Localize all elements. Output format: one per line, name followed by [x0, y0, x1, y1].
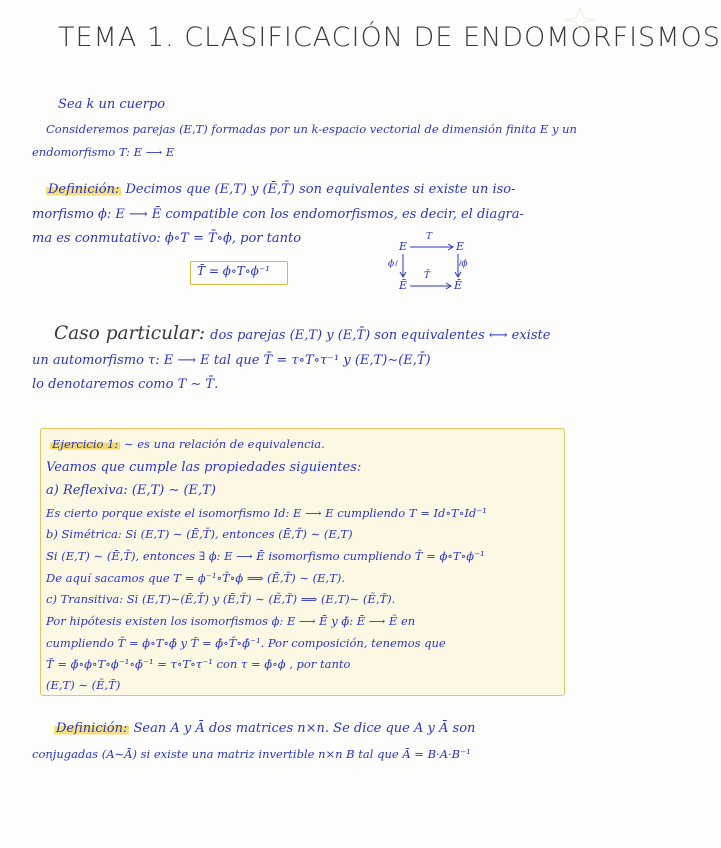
definition-2-line-2: conjugadas (A∼Ā) si existe una matriz invertible n×n B tal que Ā = B·A·B⁻¹: [32, 747, 471, 761]
diagram-top-right: E: [456, 240, 465, 253]
exercise-line-7: c) Transitiva: Si (E,T)∼(Ē,T̄) y (Ē,T̄) ∼ (Ẽ,T̃) ⟹ (E,T)∼ (Ẽ,T̃).: [46, 592, 396, 606]
caso-text-1: dos parejas (E,T) y (E,T̄) son equivalentes ⟷ existe: [210, 328, 551, 343]
diagram-top-label: T: [426, 232, 433, 242]
boxed-formula: T̄ = ϕ∘T∘ϕ⁻¹: [197, 264, 270, 278]
caso-line-1: [54, 323, 550, 344]
exercise-line-6: De aquí sacamos que T = ϕ⁻¹∘T̄∘ϕ ⟹ (Ē,T̄) ∼ (E,T).: [46, 571, 346, 585]
diagram-left-label: ϕ≀: [388, 259, 398, 269]
diagram-bottom-right: Ē: [454, 279, 463, 292]
definition-2-line-1: [54, 721, 475, 736]
exercise-line-9: cumpliendo T̄ = ϕ∘T∘ϕ̄ y T̃ = ϕ̄∘T̄∘ϕ̄⁻¹. Por composición, tenemos que: [46, 636, 446, 650]
exercise-line-2: a) Reflexiva: (E,T) ∼ (E,T): [46, 483, 216, 498]
definition-2-text-1: Sean A y Ā dos matrices n×n. Se dice que A y Ā son: [133, 721, 476, 736]
caso-label: Caso particular:: [54, 323, 206, 344]
caso-line-2: un automorfismo τ: E ⟶ E tal que T̄ = τ∘T∘τ⁻¹ y (E,T)∼(E,T̄): [32, 353, 431, 368]
exercise-line-5: Si (E,T) ∼ (Ē,T̄), entonces ∃ ϕ: E ⟶ Ē isomorfismo cumpliendo T̄ = ϕ∘T∘ϕ⁻¹: [46, 549, 485, 563]
definition-1-text-1: Decimos que (E,T) y (Ē,T̄) son equivalentes si existe un iso-: [125, 182, 516, 197]
page-title: TEMA 1. CLASIFICACIÓN DE ENDOMORFISMOS: [58, 22, 721, 53]
diagram-arrows: [380, 235, 480, 295]
exercise-line-1: Veamos que cumple las propiedades siguientes:: [46, 460, 362, 475]
exercise-line-10: T̃ = ϕ̄∘ϕ∘T∘ϕ⁻¹∘ϕ̄⁻¹ = τ∘T∘τ⁻¹ con τ = ϕ̄∘ϕ , por tanto: [46, 657, 351, 671]
exercise-line-11: (E,T) ∼ (Ẽ,T̃): [46, 678, 121, 692]
exercise-line-4: b) Simétrica: Si (E,T) ∼ (Ē,T̄), entonces (Ē,T̄) ∼ (E,T): [46, 527, 353, 541]
exercise-title: ∼ es una relación de equivalencia.: [123, 437, 325, 451]
definition-1-line-3: ma es conmutativo: ϕ∘T = T̄∘ϕ, por tanto: [32, 231, 302, 246]
diagram-bottom-label: T̄: [424, 271, 431, 281]
definition-1-line-2: morfismo ϕ: E ⟶ Ē compatible con los endomorfismos, es decir, el diagra-: [32, 207, 524, 222]
exercise-line-8: Por hipótesis existen los isomorfismos ϕ: E ⟶ Ē y ϕ̄: Ē ⟶ Ẽ en: [46, 614, 416, 628]
intro-line-3: endomorfismo T: E ⟶ E: [32, 145, 175, 159]
exercise-line-3: Es cierto porque existe el isomorfismo Id: E ⟶ E cumpliendo T = Id∘T∘Id⁻¹: [46, 506, 487, 520]
diagram-top-left: E: [399, 240, 408, 253]
diagram-right-label: ≀ϕ: [458, 259, 468, 269]
exercise-line-0: [50, 437, 325, 451]
diagram-bottom-left: Ē: [399, 279, 408, 292]
intro-line-2: Consideremos parejas (E,T) formadas por un k-espacio vectorial de dimensión finita E y un: [46, 122, 577, 136]
definition-1-label: Definición:: [48, 182, 120, 197]
exercise-label: Ejercicio 1:: [52, 437, 119, 451]
definition-1-line-1: [46, 182, 516, 197]
intro-line-1: Sea k un cuerpo: [58, 97, 166, 112]
caso-line-3: lo denotaremos como T ∼ T̄.: [32, 377, 219, 392]
definition-2-label: Definición:: [56, 721, 128, 736]
corner-doodle-icon: [560, 0, 600, 40]
